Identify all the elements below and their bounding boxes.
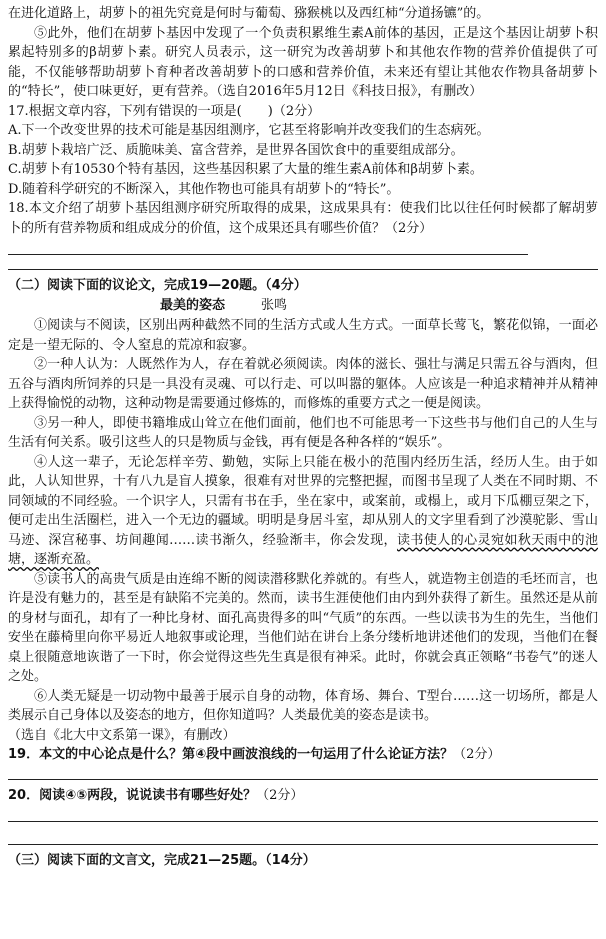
essay-title: 最美的姿态 <box>160 298 226 313</box>
essay-author: 张鸣 <box>261 298 288 313</box>
essay-paragraph-4 <box>8 453 598 570</box>
essay-paragraph-5: ⑤读书人的高贵气质是由连绵不断的阅读潜移默化养就的。有些人，就造物主创造的毛坯而言，也许是没有魅力的，甚至是有缺陷不完美的。然而，读书生涯使他们由内到外获得了新生。虽然还是从前的身材与面孔，却有了一种比身材、面孔高贵得多的叫“气质”的东西。一些以读书为生的先生，当他们安坐在藤椅里向你平易近人地叙事或论理，当他们站在讲台上条分缕析地讲述他们的发现，当他们在餐桌上很随意地诙谐了一下时，你会觉得这些先生真是很有神采。此时，你就会真正领略“书卷气”的迷人之处。 <box>8 571 598 684</box>
question-18-answer-line[interactable] <box>8 238 528 255</box>
question-17-option-d: D.随着科学研究的不断深入，其他作物也可能具有胡萝卜的“特长”。 <box>8 181 400 197</box>
essay-title-line <box>8 296 598 316</box>
essay-paragraph-2: ②一种人认为：人既然作为人，存在着就必须阅读。肉体的滋长、强壮与满足只需五谷与酒肉，但五谷与酒肉所饲养的只是一具没有灵魂、可以行走、可以叫嚣的躯体。人应该是一种追求精神并从精神上获得愉悦的动物，这种动物是需要通过修炼的，而修炼的重要方式之一便是阅读。 <box>8 357 598 411</box>
question-19-score: （2分） <box>453 747 501 762</box>
passage-one-source: （选自2016年5月12日《科技日报》，有删改） <box>216 84 483 99</box>
essay-source: （选自《北大中文系第一课》，有删改） <box>8 727 236 743</box>
question-20-score: （2分） <box>256 787 304 803</box>
question-20-stem: 20．阅读④⑤两段，说说读书有哪些好处？ <box>8 787 257 803</box>
question-17-option-a: A.下一个改变世界的技术可能是基因组测序，它甚至将影响并改变我们的生态病死。 <box>8 123 490 138</box>
section-two-heading: （二）阅读下面的议论文，完成19—20题。（4分） <box>8 278 307 293</box>
question-19-answer-line[interactable] <box>8 765 598 780</box>
wavy-underlined-sentence: 读书使人的心灵宛如秋天雨中的池塘，逐渐充盈。 <box>8 532 598 567</box>
exam-page <box>8 4 598 871</box>
paragraph-4-text: ④人这一辈子，无论怎样辛劳、勤勉，实际上只能在极小的范围内经历生活，经历人生。由于如此，人认知世界，十有八九是盲人摸象，很难有对世界的完整把握，而图书呈现了人类在不同时期、不同领域的不同经验。一个识字人，只需有书在手，坐在家中，或案前，或榻上，或月下瓜棚豆架之下，便可走出生活圈栏，进入一个无边的疆域。明明是身居斗室，却从别人的文字里看到了沙漠驼影、雪山马迹、深宫秘事、坊间趣闻……读书渐久，经验渐丰，你会发现， <box>8 454 598 548</box>
essay-paragraph-3: ③另一种人，即使书籍堆成山耸立在他们面前，他们也不可能思考一下这些书与他们自己的人生与生活有何关系。吸引这些人的只是物质与金钱，再有便是各种各样的“娱乐”。 <box>8 415 598 450</box>
essay-paragraph-1: ①阅读与不阅读，区别出两种截然不同的生活方式或人生方式。一面草长莺飞，繁花似锦，一面必定是一望无际的、令人窒息的荒凉和寂寥。 <box>8 318 598 353</box>
question-17-stem: 17.根据文章内容，下列有错误的一项是( )（2分） <box>8 103 321 119</box>
passage-one-paragraph-5 <box>8 24 598 102</box>
question-20-answer-line-1[interactable] <box>8 805 598 822</box>
question-18-stem: 18.本文介绍了胡萝卜基因组测序研究所取得的成果，这成果具有：使我们比以往任何时候都了解胡萝卜的所有营养物质和组成成分的价值，这个成果还具有哪些价值？（2分） <box>8 201 598 236</box>
essay-paragraph-6: ⑥人类无疑是一切动物中最善于展示自身的动物，体育场、舞台、T型台……这一切场所，都是人类展示自己身体以及姿态的地方，但你知道吗？人类最优美的姿态是读书。 <box>8 688 598 723</box>
passage-one-tail: 在进化道路上，胡萝卜的祖先究竟是何时与葡萄、猕猴桃以及西红柿“分道扬镳”的。 <box>8 6 490 21</box>
question-19-stem: 19．本文的中心论点是什么？第④段中画波浪线的一句运用了什么论证方法？ <box>8 747 454 762</box>
section-three-heading: （三）阅读下面的文言文，完成21—25题。（14分） <box>8 853 316 868</box>
section-divider <box>8 259 598 270</box>
question-17-option-c: C.胡萝卜有10530个特有基因，这些基因积累了大量的维生素A前体和β胡萝卜素。 <box>8 162 483 177</box>
question-20 <box>8 786 598 806</box>
question-20-answer-line-2[interactable] <box>8 822 598 845</box>
question-17-option-b: B.胡萝卜栽培广泛、质脆味美、富含营养，是世界各国饮食中的重要组成部分。 <box>8 142 464 158</box>
paragraph-5-text: ⑤此外，他们在胡萝卜基因中发现了一个负责积累维生素A前体的基因，正是这个基因让胡萝卜积累起特别多的β胡萝卜素。研究人员表示，这一研究为改善胡萝卜和其他农作物的营养价值提供了可能，不仅能够帮助胡萝卜育种者改善胡萝卜的口感和营养价值，未来还有望让其他农作物具备胡萝卜的“特长”，使口味更好，更有营养。 <box>8 25 598 99</box>
question-19 <box>8 745 598 765</box>
